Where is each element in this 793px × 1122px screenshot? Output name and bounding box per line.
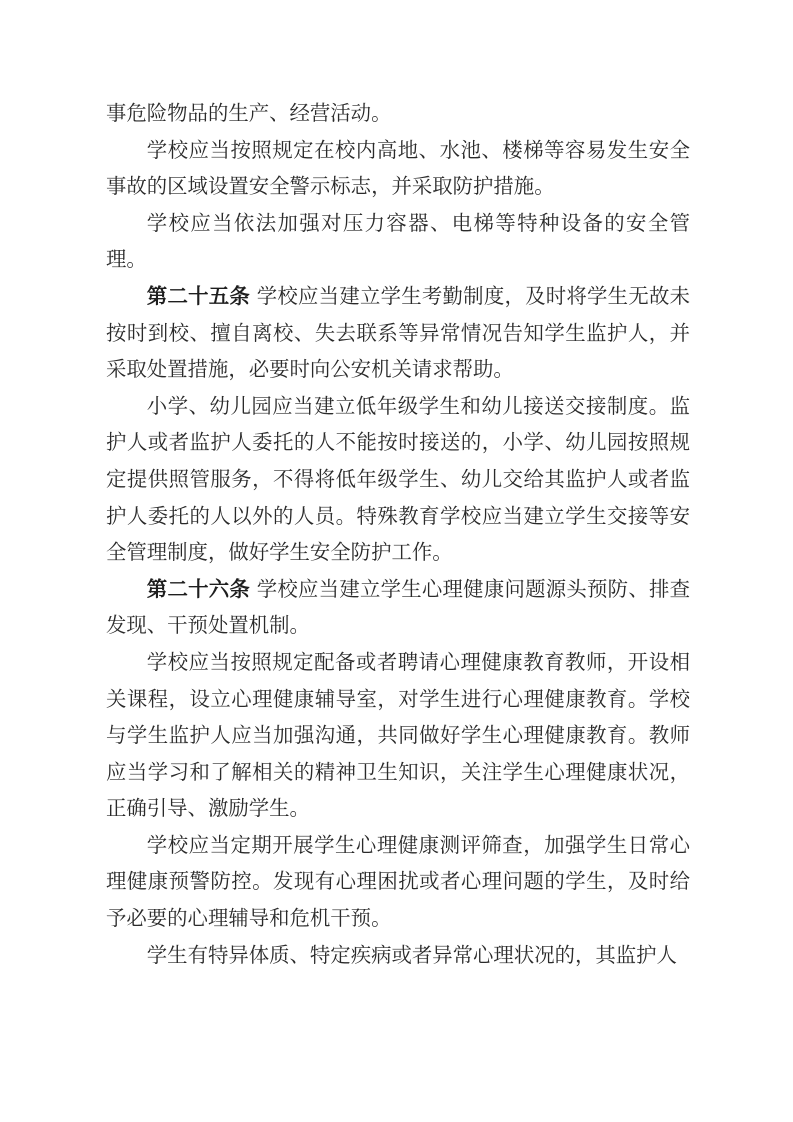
paragraph [106,827,690,937]
document-body [106,95,690,973]
article-25-paragraph [106,278,690,388]
paragraph [106,388,690,571]
paragraph-text: 学校应当建立学生心理健康问题源头预防、排查发现、干预处置机制。 [106,576,690,638]
paragraph-text: 学校应当建立学生考勤制度，及时将学生无故未按时到校、擅自离校、失去联系等异常情况告知学生监护人，并采取处置措施，必要时向公安机关请求帮助。 [106,283,690,382]
paragraph-text: 小学、幼儿园应当建立低年级学生和幼儿接送交接制度。监护人或者监护人委托的人不能按时接送的，小学、幼儿园按照规定提供照管服务，不得将低年级学生、幼儿交给其监护人或者监护人委托的人以外的人员。特殊教育学校应当建立学生交接等安全管理制度，做好学生安全防护工作。 [106,393,690,565]
paragraph-text: 事危险物品的生产、经营活动。 [106,101,392,125]
article-26-paragraph [106,571,690,644]
paragraph-text: 学校应当依法加强对压力容器、电梯等特种设备的安全管理。 [106,210,690,272]
paragraph [106,937,690,974]
article-number: 第二十六条 [146,576,251,601]
paragraph [106,132,690,205]
article-number: 第二十五条 [146,283,251,308]
paragraph-continuation [106,95,690,132]
paragraph-text: 学生有特异体质、特定疾病或者异常心理状况的，其监护人 [146,942,677,967]
paragraph [106,644,690,827]
paragraph [106,205,690,278]
paragraph-text: 学校应当定期开展学生心理健康测评筛查，加强学生日常心理健康预警防控。发现有心理困扰或者心理问题的学生，及时给予必要的心理辅导和危机干预。 [106,832,690,931]
paragraph-text: 学校应当按照规定配备或者聘请心理健康教育教师，开设相关课程，设立心理健康辅导室，对学生进行心理健康教育。学校与学生监护人应当加强沟通，共同做好学生心理健康教育。教师应当学习和了解相关的精神卫生知识，关注学生心理健康状况，正确引导、激励学生。 [106,649,690,821]
paragraph-text: 学校应当按照规定在校内高地、水池、楼梯等容易发生安全事故的区域设置安全警示标志，并采取防护措施。 [106,137,690,199]
